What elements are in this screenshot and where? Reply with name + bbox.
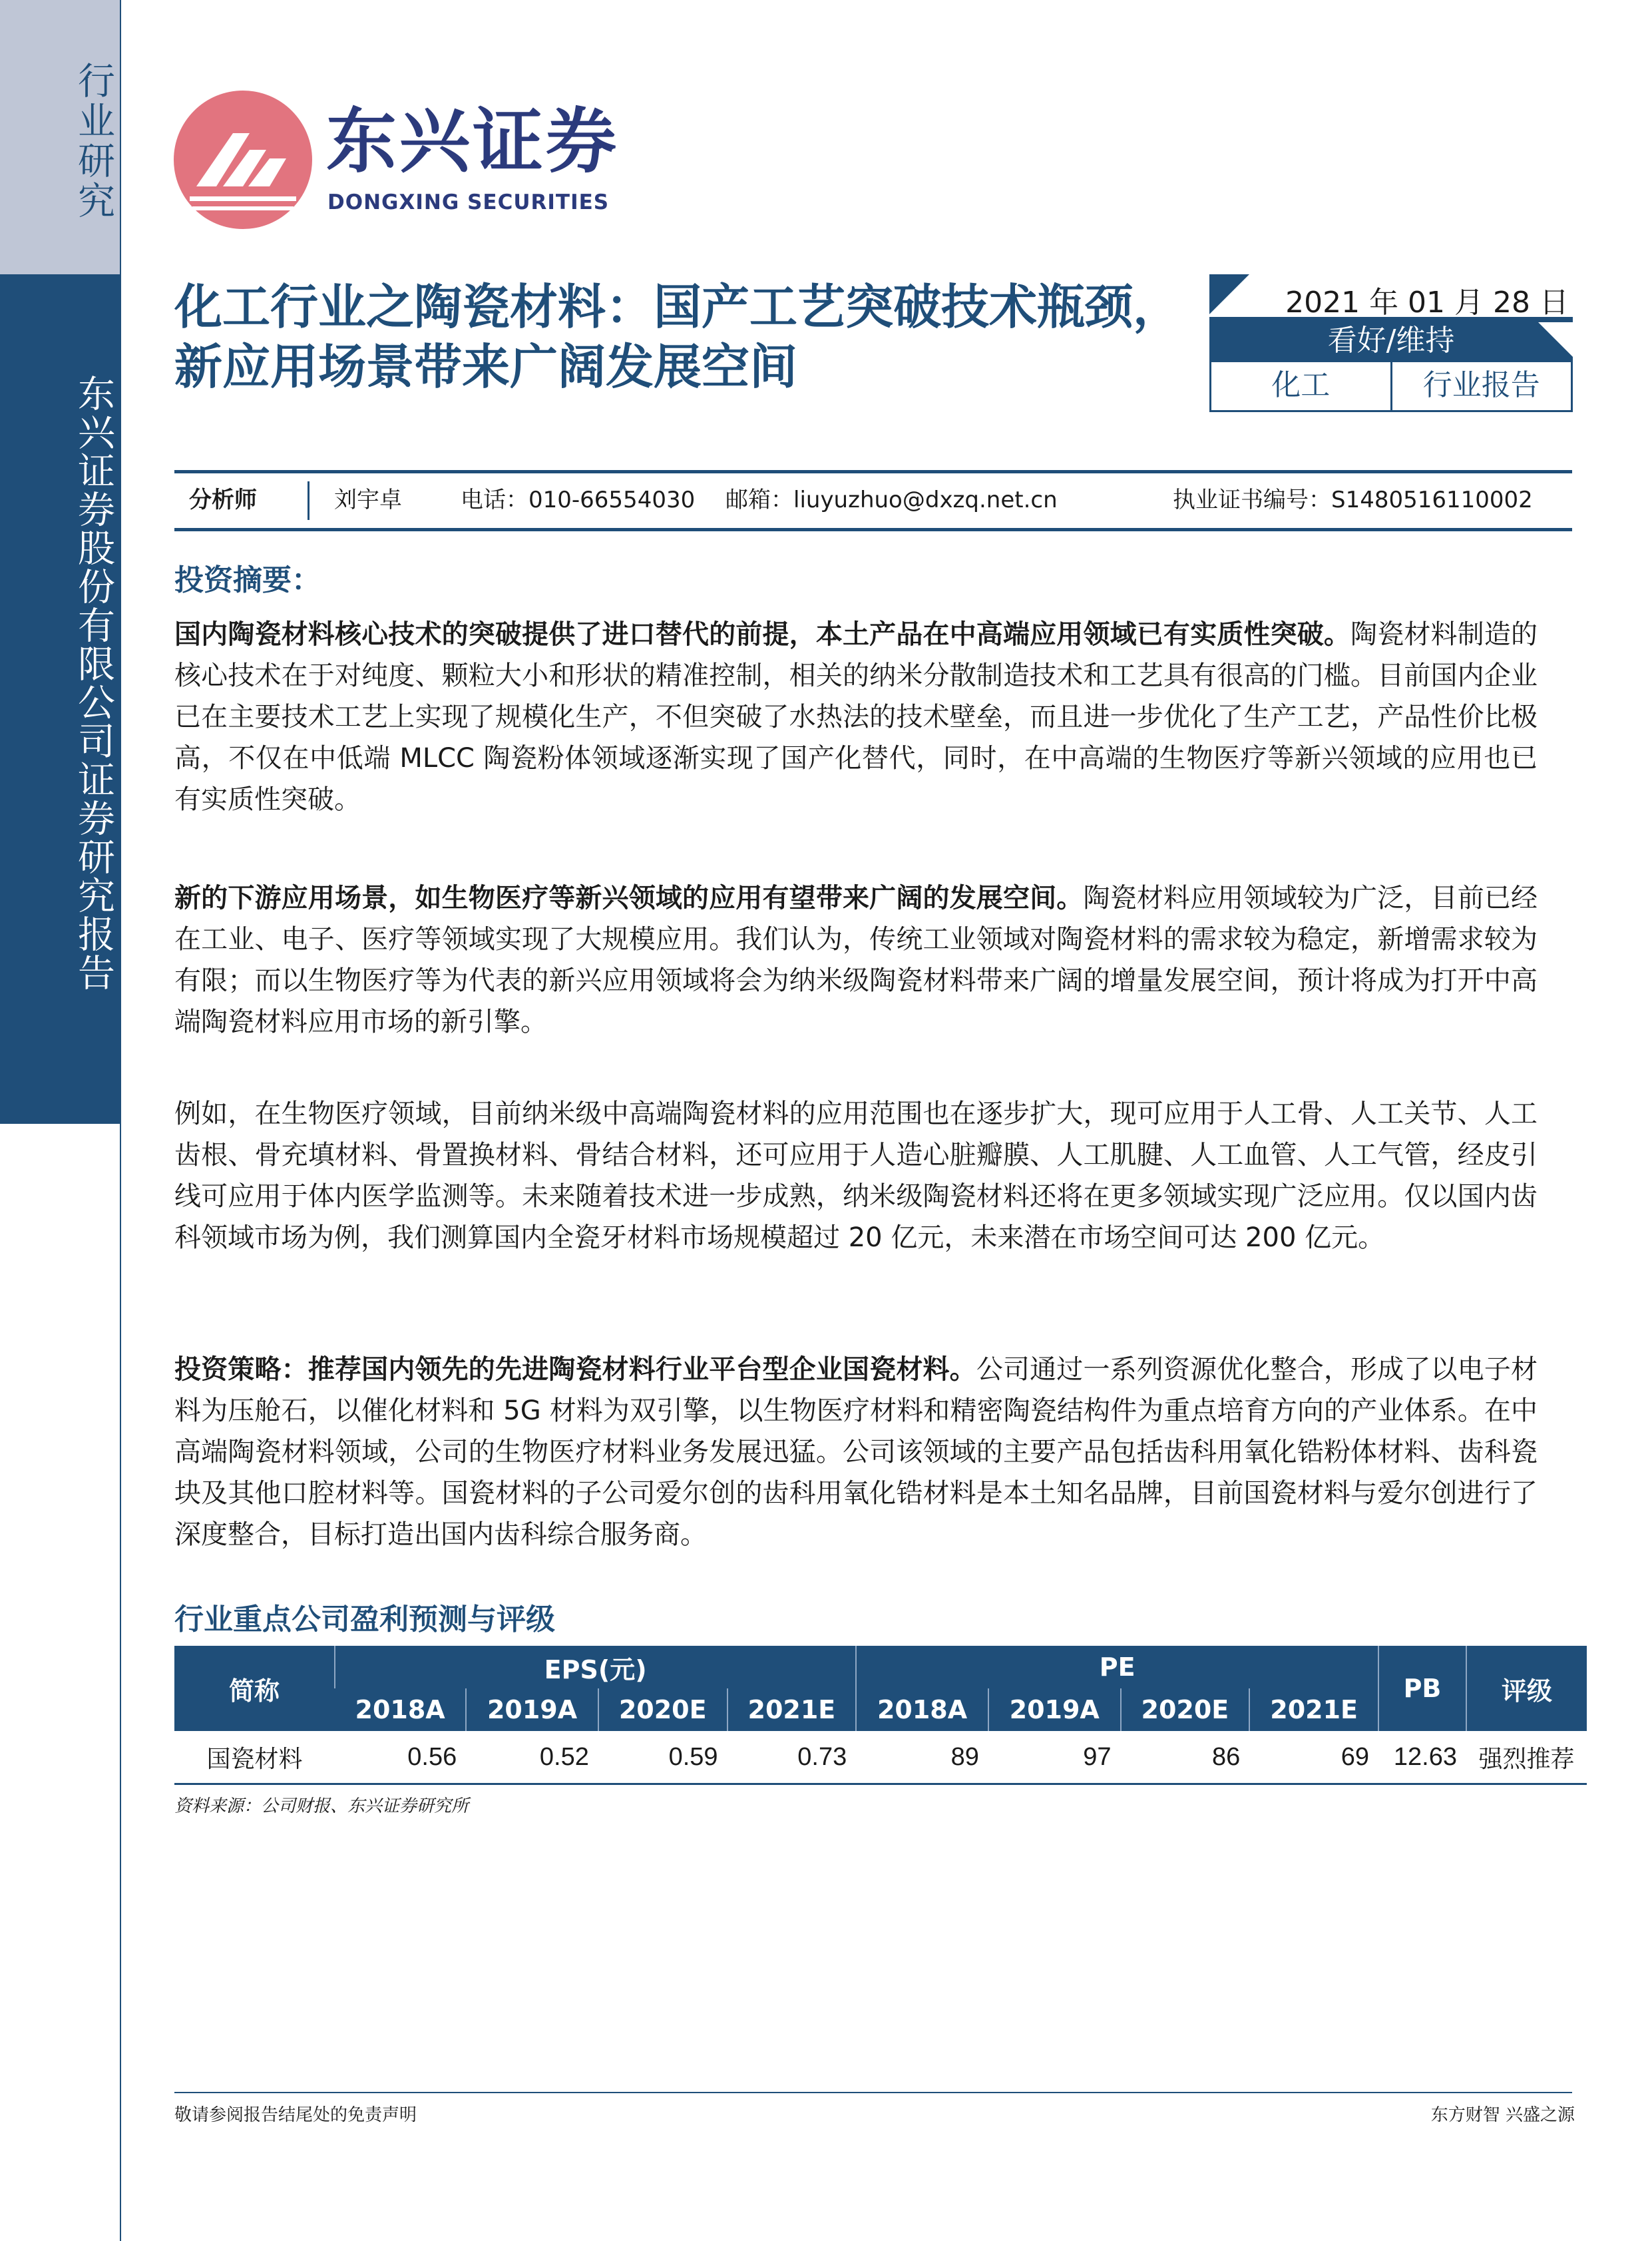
col-pb-header: PB: [1378, 1646, 1466, 1731]
industry-label: 化工: [1271, 368, 1331, 402]
pb-value: 12.63: [1378, 1731, 1466, 1784]
sidebar-top: [0, 0, 120, 274]
footer-disclaimer: 敬请参阅报告结尾处的免责声明: [174, 2105, 417, 2125]
analyst-cert: 执业证书编号：S1480516110002: [1173, 487, 1533, 513]
col-eps-header: EPS(元): [335, 1646, 856, 1688]
sidebar-bottom: [0, 274, 120, 1124]
rating-label: 看好/维持: [1327, 324, 1455, 358]
company-name: 国瓷材料: [174, 1731, 335, 1784]
sidebar-divider: [120, 0, 121, 2241]
analyst-name: 刘宇卓: [334, 487, 402, 513]
table-heading: 行业重点公司盈利预测与评级: [174, 1603, 555, 1636]
footer-slogan: 东方财智 兴盛之源: [1430, 2105, 1575, 2125]
report-info-box: [1209, 274, 1573, 412]
corner-triangle-icon: [1209, 274, 1249, 314]
brand-name-cn: 东兴证券: [326, 101, 619, 182]
date-row: [1209, 274, 1573, 320]
eps-year-header: 2019A: [466, 1688, 598, 1731]
pe-year-header: 2019A: [988, 1688, 1121, 1731]
pe-value: 69: [1249, 1731, 1378, 1784]
category-row: [1209, 362, 1573, 412]
pe-value: 86: [1121, 1731, 1250, 1784]
pe-value: 97: [988, 1731, 1121, 1784]
analyst-bar: [174, 470, 1572, 531]
pe-year-header: 2021E: [1249, 1688, 1378, 1731]
summary-heading: 投资摘要：: [174, 563, 321, 597]
footer-divider: [174, 2092, 1572, 2093]
paragraph-2: 新的下游应用场景，如生物医疗等新兴领域的应用有望带来广阔的发展空间。陶瓷材料应用领域较为广泛，目前已经在工业、电子、医疗等领域实现了大规模应用。我们认为，传统工业领域对陶瓷材料的需求较为稳定，新增需求较为有限；而以生物医疗等为代表的新兴应用领域将会为纳米级陶瓷材料带来广阔的增量发展空间，预计将成为打开中高端陶瓷材料应用市场的新引擎。: [174, 883, 1538, 1037]
rating-row: [1209, 320, 1573, 362]
pe-year-header: 2020E: [1121, 1688, 1250, 1731]
analyst-email[interactable]: 邮箱：liuyuzhuo@dxzq.net.cn: [725, 487, 1058, 513]
eps-year-header: 2021E: [727, 1688, 857, 1731]
dongxing-logo-icon: [170, 87, 316, 233]
eps-value: 0.59: [598, 1731, 727, 1784]
paragraph-3: 例如，在生物医疗领域，目前纳米级中高端陶瓷材料的应用范围也在逐步扩大，现可应用于人工骨、人工关节、人工齿根、骨充填材料、骨置换材料、骨结合材料，还可应用于人造心脏瓣膜、人工肌腱、人工血管、人工气管，经皮引线可应用于体内医学监测等。未来随着技术进一步成熟，纳米级陶瓷材料还将在更多领域实现广泛应用。仅以国内齿科领域市场为例，我们测算国内全瓷牙材料市场规模超过 20 亿元，未来潜在市场空间可达 200 亿元。: [174, 1099, 1538, 1253]
report-type-label: 行业报告: [1390, 362, 1571, 410]
sidebar-top-label: 行业研究: [72, 61, 115, 221]
pe-year-header: 2018A: [856, 1688, 988, 1731]
col-name-header: 简称: [174, 1646, 335, 1731]
col-pe-header: PE: [856, 1646, 1378, 1688]
table-source: 资料来源：公司财报、东兴证券研究所: [174, 1796, 469, 1816]
pe-value: 89: [856, 1731, 988, 1784]
brand-name-en: DONGXING SECURITIES: [327, 190, 610, 214]
rating-value: 强烈推荐: [1466, 1731, 1587, 1784]
report-date: 2021 年 01 月 28 日: [1285, 286, 1569, 320]
analyst-phone: 电话：010-66554030: [461, 487, 696, 513]
paragraph-4: 投资策略：推荐国内领先的先进陶瓷材料行业平台型企业国瓷材料。公司通过一系列资源优化整合，形成了以电子材料为压舱石，以催化材料和 5G 材料为双引擎，以生物医疗材料和精密陶瓷结构件为重点培育方向的产业体系。在中高端陶瓷材料领域，公司的生物医疗材料业务发展迅猛。公司该领域的主要产品包括齿科用氧化锆粉体材料、齿科瓷块及其他口腔材料等。国瓷材料的子公司爱尔创的齿科用氧化锆材料是本土知名品牌，目前国瓷材料与爱尔创进行了深度整合，目标打造出国内齿科综合服务商。: [174, 1354, 1538, 1550]
eps-year-header: 2020E: [598, 1688, 727, 1731]
eps-value: 0.73: [727, 1731, 857, 1784]
table-row: [174, 1731, 1587, 1784]
col-rating-header: 评级: [1466, 1646, 1587, 1731]
eps-value: 0.52: [466, 1731, 598, 1784]
report-title: 化工行业之陶瓷材料：国产工艺突破技术瓶颈，新应用场景带来广阔发展空间: [174, 279, 1181, 395]
forecast-table: [174, 1646, 1587, 1785]
analyst-label: 分析师: [189, 487, 257, 513]
sidebar-bottom-label: 东兴证券股份有限公司证券研究报告: [72, 374, 115, 992]
paragraph-1: 国内陶瓷材料核心技术的突破提供了进口替代的前提，本土产品在中高端应用领域已有实质性突破。陶瓷材料制造的核心技术在于对纯度、颗粒大小和形状的精准控制，相关的纳米分散制造技术和工艺具有很高的门槛。目前国内企业已在主要技术工艺上实现了规模化生产，不但突破了水热法的技术壁垒，而且进一步优化了生产工艺，产品性价比极高，不仅在中低端 MLCC 陶瓷粉体领域逐渐实现了国产化替代，同时，在中高端的生物医疗等新兴领域的应用也已有实质性突破。: [174, 619, 1538, 815]
eps-value: 0.56: [335, 1731, 466, 1784]
eps-year-header: 2018A: [335, 1688, 466, 1731]
